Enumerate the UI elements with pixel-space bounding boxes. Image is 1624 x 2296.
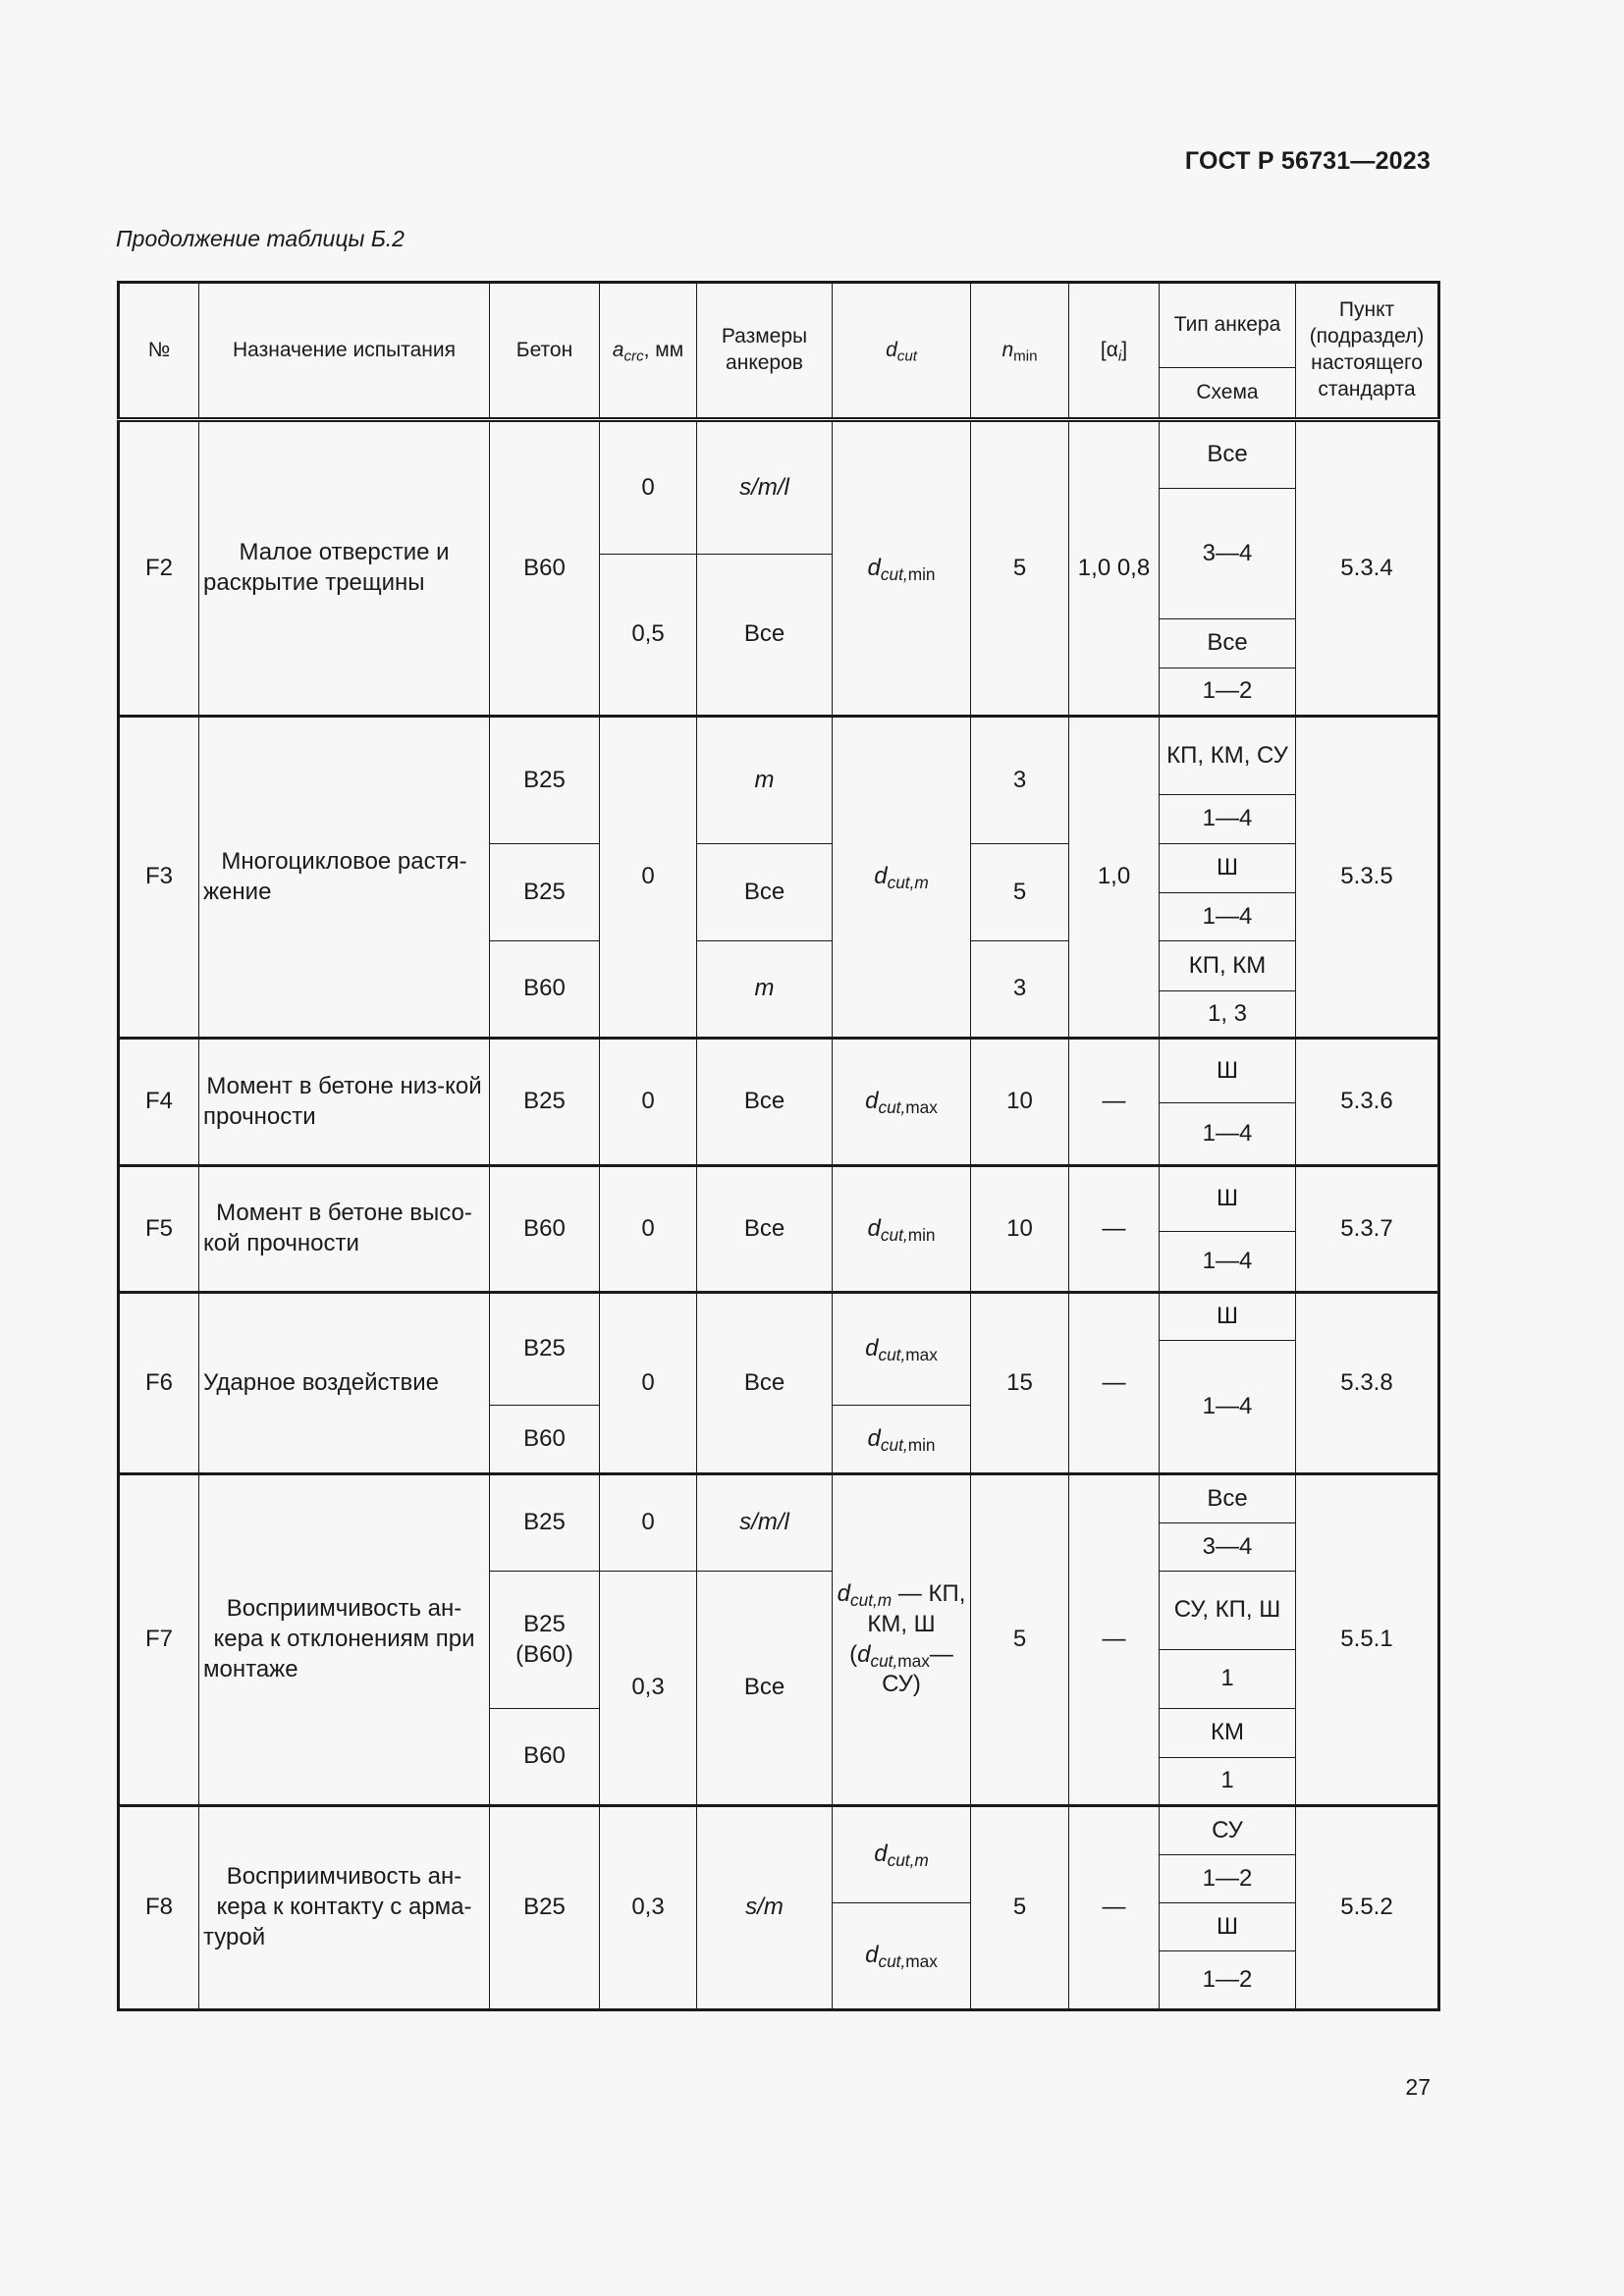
col-header-sizes: Размеры анкеров: [697, 283, 833, 420]
f3-type-6: 1, 3: [1160, 991, 1296, 1039]
f3-clause: 5.3.5: [1296, 717, 1439, 1039]
col-header-scheme: Схема: [1160, 368, 1296, 420]
f7-acrc-2: 0,3: [600, 1572, 697, 1806]
f6-dcut-1: [833, 1293, 971, 1406]
table-caption: Продолжение таблицы Б.2: [116, 226, 405, 251]
f7-acrc-1: 0: [600, 1474, 697, 1572]
f7-type-1: Все: [1160, 1474, 1296, 1523]
f2-type-4: 1—2: [1160, 668, 1296, 717]
f5-purpose: Момент в бетоне высо-кой прочности: [199, 1166, 490, 1293]
f6-clause: 5.3.8: [1296, 1293, 1439, 1474]
f3-concrete-3: B60: [490, 941, 600, 1039]
dcut-subscript-2: cut,: [870, 1650, 898, 1671]
f2-alpha: 1,0 0,8: [1069, 420, 1160, 717]
f4-type-1: Ш: [1160, 1039, 1296, 1103]
f7-alpha: —: [1069, 1474, 1160, 1806]
f2-type-2: 3—4: [1160, 489, 1296, 619]
table-row: [119, 1293, 1439, 1341]
acrc-symbol: a: [612, 338, 624, 361]
alpha-open: [α: [1100, 338, 1118, 361]
f3-sizes-2: Все: [697, 844, 833, 941]
col-header-concrete: Бетон: [490, 283, 600, 420]
f2-sizes-1: s/m/l: [697, 420, 833, 555]
f6-acrc: 0: [600, 1293, 697, 1474]
col-header-alpha: [1069, 283, 1160, 420]
nmin-symbol: n: [1001, 338, 1014, 361]
f2-acrc-1: 0: [600, 420, 697, 555]
alpha-subscript: i: [1117, 347, 1122, 365]
f4-clause: 5.3.6: [1296, 1039, 1439, 1166]
f4-nmin: 10: [971, 1039, 1069, 1166]
f7-purpose: Восприимчивость ан-кера к отклонениям при монтаже: [199, 1474, 490, 1806]
f7-type-4: 1: [1160, 1650, 1296, 1709]
col-header-dcut: [833, 283, 971, 420]
dcut-symbol: d: [867, 1424, 881, 1452]
f7-dcut: [833, 1474, 971, 1806]
f4-type-2: 1—4: [1160, 1103, 1296, 1166]
dcut-suffix: min: [907, 1224, 936, 1245]
dcut-suffix: max: [905, 1345, 938, 1365]
f2-num: F2: [119, 420, 199, 717]
dcut-suffix: max: [905, 1097, 938, 1118]
col-header-acrc: [600, 283, 697, 420]
f2-purpose: Малое отверстие и раскрытие трещины: [199, 420, 490, 717]
f7-type-6: 1: [1160, 1758, 1296, 1806]
f4-sizes: Все: [697, 1039, 833, 1166]
f4-acrc: 0: [600, 1039, 697, 1166]
dcut-text-2: — СУ): [882, 1640, 953, 1698]
acrc-subscript: crc: [623, 347, 644, 365]
table-row: [119, 1806, 1439, 1855]
f8-dcut-1: [833, 1806, 971, 1903]
f3-type-2: 1—4: [1160, 795, 1296, 844]
dcut-subscript: cut,: [878, 1345, 906, 1365]
f8-acrc: 0,3: [600, 1806, 697, 2010]
col-header-nmin: [971, 283, 1069, 420]
nmin-subscript: min: [1013, 347, 1038, 365]
f2-acrc-2: 0,5: [600, 555, 697, 717]
f4-alpha: —: [1069, 1039, 1160, 1166]
dcut-suffix: max: [905, 1951, 938, 1972]
dcut-text-1: — КП, КМ, Ш (: [849, 1580, 966, 1668]
f8-num: F8: [119, 1806, 199, 2010]
f7-concrete-2: B25 (B60): [490, 1572, 600, 1709]
table-row: [119, 1474, 1439, 1523]
f7-type-5: КМ: [1160, 1709, 1296, 1758]
f3-type-5: КП, КМ: [1160, 941, 1296, 991]
dcut-subscript: cut,: [878, 1951, 906, 1972]
f7-concrete-3: B60: [490, 1709, 600, 1806]
f6-sizes: Все: [697, 1293, 833, 1474]
dcut-subscript: cut,: [880, 563, 908, 584]
table-row: [119, 1039, 1439, 1103]
f3-type-3: Ш: [1160, 844, 1296, 893]
dcut-symbol: d: [837, 1580, 850, 1608]
f2-concrete: B60: [490, 420, 600, 717]
f5-num: F5: [119, 1166, 199, 1293]
f5-nmin: 10: [971, 1166, 1069, 1293]
f3-nmin-1: 3: [971, 717, 1069, 844]
dcut-symbol: d: [865, 1088, 879, 1115]
dcut-suffix: min: [907, 563, 936, 584]
f5-concrete: B60: [490, 1166, 600, 1293]
test-program-table: [117, 281, 1440, 2011]
dcut-symbol: d: [886, 338, 897, 361]
f8-nmin: 5: [971, 1806, 1069, 2010]
f6-alpha: —: [1069, 1293, 1160, 1474]
f8-type-3: Ш: [1160, 1903, 1296, 1951]
f7-type-3: СУ, КП, Ш: [1160, 1572, 1296, 1650]
dcut-subscript: cut,: [878, 1097, 906, 1118]
table-row: [119, 717, 1439, 795]
f8-concrete: B25: [490, 1806, 600, 2010]
f5-sizes: Все: [697, 1166, 833, 1293]
alpha-close: ]: [1121, 338, 1128, 361]
f2-sizes-2: Все: [697, 555, 833, 717]
f8-purpose: Восприимчивость ан-кера к контакту с арма-турой: [199, 1806, 490, 2010]
f4-dcut: [833, 1039, 971, 1166]
f8-sizes: s/m: [697, 1806, 833, 2010]
f8-alpha: —: [1069, 1806, 1160, 2010]
dcut-subscript: cut,m: [849, 1590, 893, 1611]
f4-concrete: B25: [490, 1039, 600, 1166]
f2-type-3: Все: [1160, 619, 1296, 668]
f8-clause: 5.5.2: [1296, 1806, 1439, 2010]
f3-sizes-3: m: [697, 941, 833, 1039]
f4-num: F4: [119, 1039, 199, 1166]
f2-clause: 5.3.4: [1296, 420, 1439, 717]
f7-clause: 5.5.1: [1296, 1474, 1439, 1806]
f2-dcut: [833, 420, 971, 717]
f7-nmin: 5: [971, 1474, 1069, 1806]
f3-num: F3: [119, 717, 199, 1039]
dcut-subscript: cut,: [880, 1224, 908, 1245]
f6-type-2: 1—4: [1160, 1341, 1296, 1474]
f3-type-4: 1—4: [1160, 893, 1296, 941]
dcut-symbol-2: d: [857, 1640, 871, 1668]
f3-acrc: 0: [600, 717, 697, 1039]
dcut-subscript: cut: [896, 347, 917, 365]
dcut-symbol: d: [867, 554, 881, 581]
f5-type-2: 1—4: [1160, 1232, 1296, 1293]
f5-type-1: Ш: [1160, 1166, 1296, 1232]
f8-type-1: СУ: [1160, 1806, 1296, 1855]
f8-dcut-2: [833, 1903, 971, 2010]
f3-alpha: 1,0: [1069, 717, 1160, 1039]
dcut-symbol: d: [874, 863, 888, 890]
f7-type-2: 3—4: [1160, 1523, 1296, 1572]
col-header-anchor-type: Тип анкера: [1160, 283, 1296, 368]
dcut-symbol: d: [867, 1214, 881, 1242]
f2-nmin: 5: [971, 420, 1069, 717]
acrc-unit: , мм: [643, 338, 684, 361]
dcut-suffix-2: max: [897, 1650, 930, 1671]
col-header-clause: Пункт (подраздел) настоящего стандарта: [1296, 283, 1439, 420]
f2-type-1: Все: [1160, 420, 1296, 489]
dcut-symbol: d: [865, 1942, 879, 1969]
f6-type-1: Ш: [1160, 1293, 1296, 1341]
dcut-symbol: d: [874, 1841, 888, 1868]
f7-num: F7: [119, 1474, 199, 1806]
table-row: [119, 420, 1439, 489]
f6-concrete-2: B60: [490, 1406, 600, 1474]
f3-purpose: Многоцикловое растя-жение: [199, 717, 490, 1039]
f7-sizes-1: s/m/l: [697, 1474, 833, 1572]
f3-dcut: [833, 717, 971, 1039]
f5-acrc: 0: [600, 1166, 697, 1293]
col-header-num: №: [119, 283, 199, 420]
f3-concrete-1: B25: [490, 717, 600, 844]
f6-dcut-2: [833, 1406, 971, 1474]
dcut-subscript: cut,m: [887, 1850, 929, 1871]
f5-alpha: —: [1069, 1166, 1160, 1293]
f5-clause: 5.3.7: [1296, 1166, 1439, 1293]
f6-purpose: Ударное воздействие: [199, 1293, 490, 1474]
page-number: 27: [1405, 2074, 1431, 2100]
f7-concrete-1: B25: [490, 1474, 600, 1572]
f6-nmin: 15: [971, 1293, 1069, 1474]
f5-dcut: [833, 1166, 971, 1293]
f4-purpose: Момент в бетоне низ-кой прочности: [199, 1039, 490, 1166]
dcut-suffix: min: [907, 1434, 936, 1455]
f6-num: F6: [119, 1293, 199, 1474]
f3-type-1: КП, КМ, СУ: [1160, 717, 1296, 795]
f3-concrete-2: B25: [490, 844, 600, 941]
table-row: [119, 1166, 1439, 1232]
col-header-purpose: Назначение испытания: [199, 283, 490, 420]
f8-type-2: 1—2: [1160, 1855, 1296, 1903]
dcut-subscript: cut,: [880, 1434, 908, 1455]
dcut-subscript: cut,m: [887, 873, 929, 893]
dcut-symbol: d: [865, 1335, 879, 1362]
f3-nmin-2: 5: [971, 844, 1069, 941]
f6-concrete-1: B25: [490, 1293, 600, 1406]
f8-type-4: 1—2: [1160, 1951, 1296, 2010]
document-code: ГОСТ Р 56731—2023: [1184, 147, 1431, 175]
f3-nmin-3: 3: [971, 941, 1069, 1039]
f7-sizes-2: Все: [697, 1572, 833, 1806]
f3-sizes-1: m: [697, 717, 833, 844]
